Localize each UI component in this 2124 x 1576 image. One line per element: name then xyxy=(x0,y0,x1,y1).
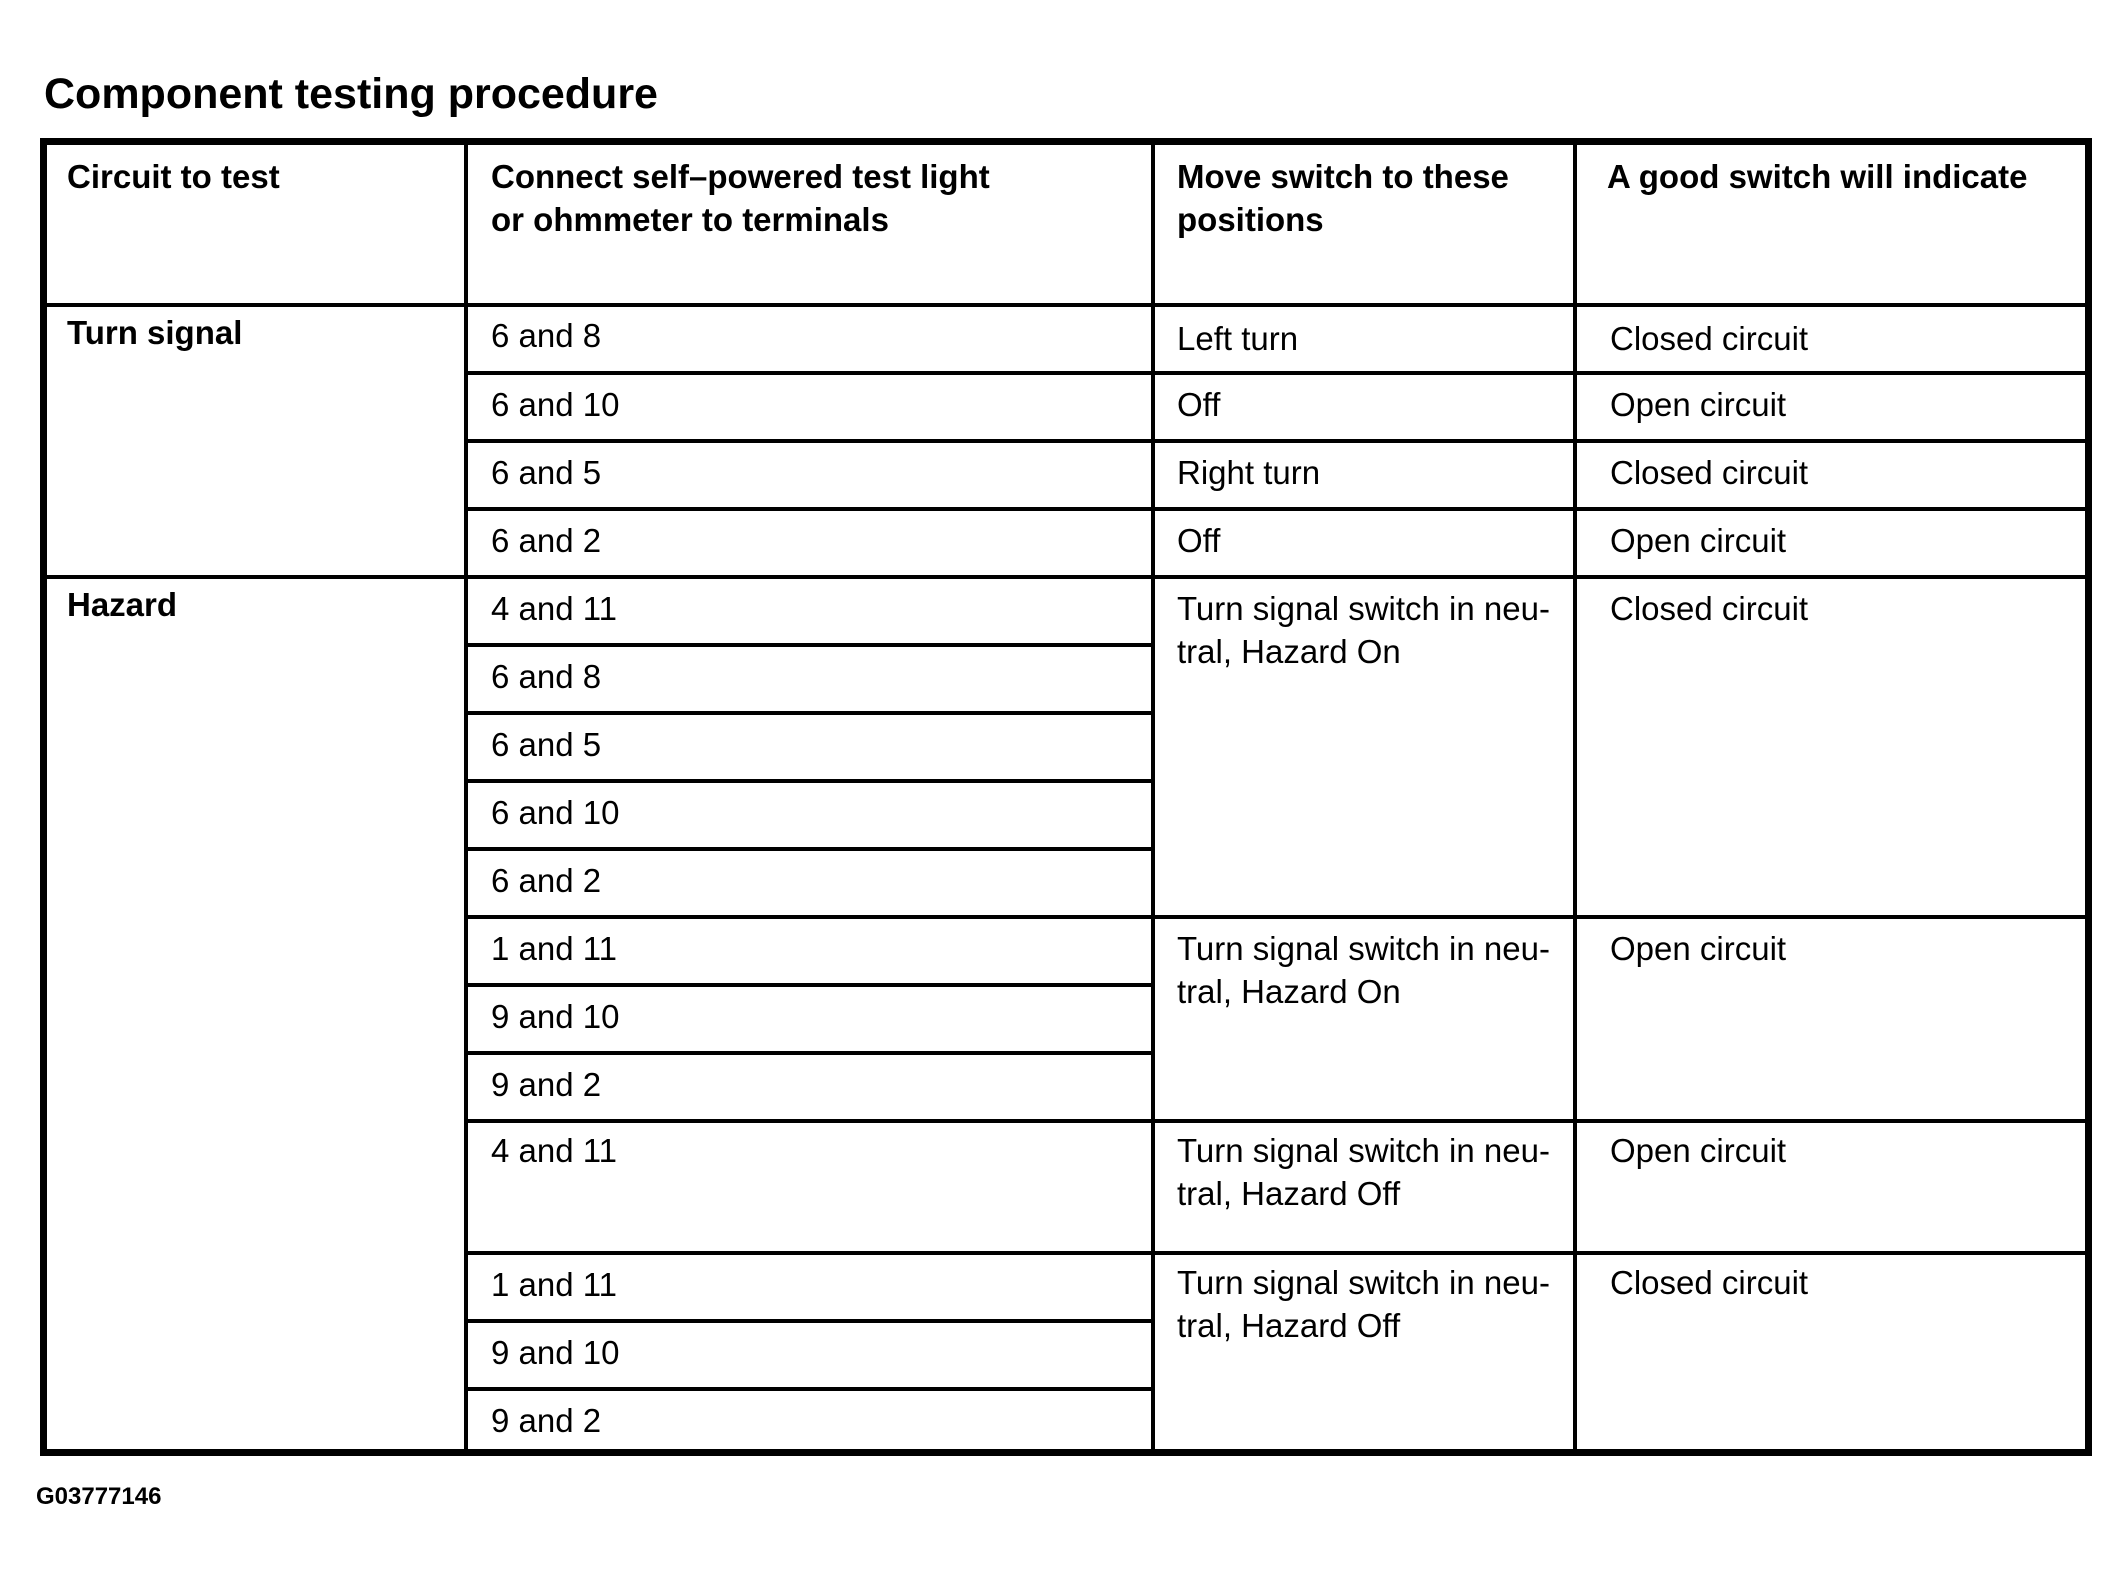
position-line: Turn signal switch in neu- xyxy=(1177,1264,1550,1301)
result-cell: Closed circuit xyxy=(1610,454,1809,491)
position-line: tral, Hazard On xyxy=(1177,973,1401,1010)
terminals-cell: 6 and 8 xyxy=(491,317,602,354)
row-divider xyxy=(464,915,2085,919)
circuit-turn-signal: Turn signal xyxy=(67,314,243,351)
header-circuit-label: Circuit to test xyxy=(67,158,280,195)
terminals-cell: 6 and 10 xyxy=(491,386,620,423)
row-divider xyxy=(464,643,1153,647)
header-positions-line-1: Move switch to these xyxy=(1177,158,1509,195)
row-divider xyxy=(464,779,1153,783)
row-divider xyxy=(464,439,2085,443)
position-line: tral, Hazard Off xyxy=(1177,1175,1401,1212)
result-cell: Open circuit xyxy=(1610,522,1787,559)
position-cell: Left turn xyxy=(1177,320,1299,357)
position-cell xyxy=(1177,927,1550,1013)
terminals-cell: 9 and 2 xyxy=(491,1402,602,1439)
terminals-cell: 6 and 10 xyxy=(491,794,620,831)
row-divider xyxy=(464,847,1153,851)
page-title: Component testing procedure xyxy=(44,70,658,118)
row-divider xyxy=(464,1251,2085,1255)
position-cell: Off xyxy=(1177,522,1221,559)
terminals-cell: 1 and 11 xyxy=(491,930,618,967)
result-cell: Open circuit xyxy=(1610,1132,1787,1169)
terminals-cell: 1 and 11 xyxy=(491,1266,618,1303)
header-terminals-line-1: Connect self–powered test light xyxy=(491,158,990,195)
result-cell: Closed circuit xyxy=(1610,1264,1809,1301)
terminals-cell: 4 and 11 xyxy=(491,590,618,627)
terminals-cell: 9 and 10 xyxy=(491,998,620,1035)
position-line: Turn signal switch in neu- xyxy=(1177,1132,1550,1169)
header-terminals-line-2: or ohmmeter to terminals xyxy=(491,201,889,238)
row-divider xyxy=(47,575,2085,579)
position-cell xyxy=(1177,1261,1550,1347)
row-divider xyxy=(464,983,1153,987)
row-divider xyxy=(464,1051,1153,1055)
position-cell: Right turn xyxy=(1177,454,1321,491)
row-divider xyxy=(464,1119,2085,1123)
row-divider xyxy=(464,1319,1153,1323)
terminals-cell: 6 and 8 xyxy=(491,658,602,695)
component-testing-table xyxy=(40,138,2092,1456)
row-divider xyxy=(464,371,2085,375)
header-positions xyxy=(1177,155,1509,241)
header-indicate-label: A good switch will indicate xyxy=(1607,158,2028,195)
result-cell: Closed circuit xyxy=(1610,590,1809,627)
row-divider xyxy=(464,711,1153,715)
position-cell xyxy=(1177,1129,1550,1215)
circuit-hazard: Hazard xyxy=(67,586,178,623)
header-circuit-to-test xyxy=(67,155,280,198)
row-divider xyxy=(464,507,2085,511)
position-line: Turn signal switch in neu- xyxy=(1177,590,1550,627)
terminals-cell: 9 and 10 xyxy=(491,1334,620,1371)
result-cell: Closed circuit xyxy=(1610,320,1809,357)
terminals-cell: 6 and 5 xyxy=(491,454,602,491)
result-cell: Open circuit xyxy=(1610,386,1787,423)
terminals-cell: 6 and 5 xyxy=(491,726,602,763)
header-good-switch-indicates xyxy=(1607,155,2027,198)
terminals-cell: 6 and 2 xyxy=(491,862,602,899)
header-positions-line-2: positions xyxy=(1177,201,1324,238)
position-line: Turn signal switch in neu- xyxy=(1177,930,1550,967)
position-cell xyxy=(1177,587,1550,673)
terminals-cell: 4 and 11 xyxy=(491,1132,618,1169)
result-cell: Open circuit xyxy=(1610,930,1787,967)
terminals-cell: 6 and 2 xyxy=(491,522,602,559)
row-divider xyxy=(464,1387,1153,1391)
header-terminals xyxy=(491,155,990,241)
terminals-cell: 9 and 2 xyxy=(491,1066,602,1103)
figure-id: G03777146 xyxy=(36,1483,162,1510)
position-line: tral, Hazard Off xyxy=(1177,1307,1401,1344)
row-divider xyxy=(47,303,2085,307)
position-line: tral, Hazard On xyxy=(1177,633,1401,670)
position-cell: Off xyxy=(1177,386,1221,423)
